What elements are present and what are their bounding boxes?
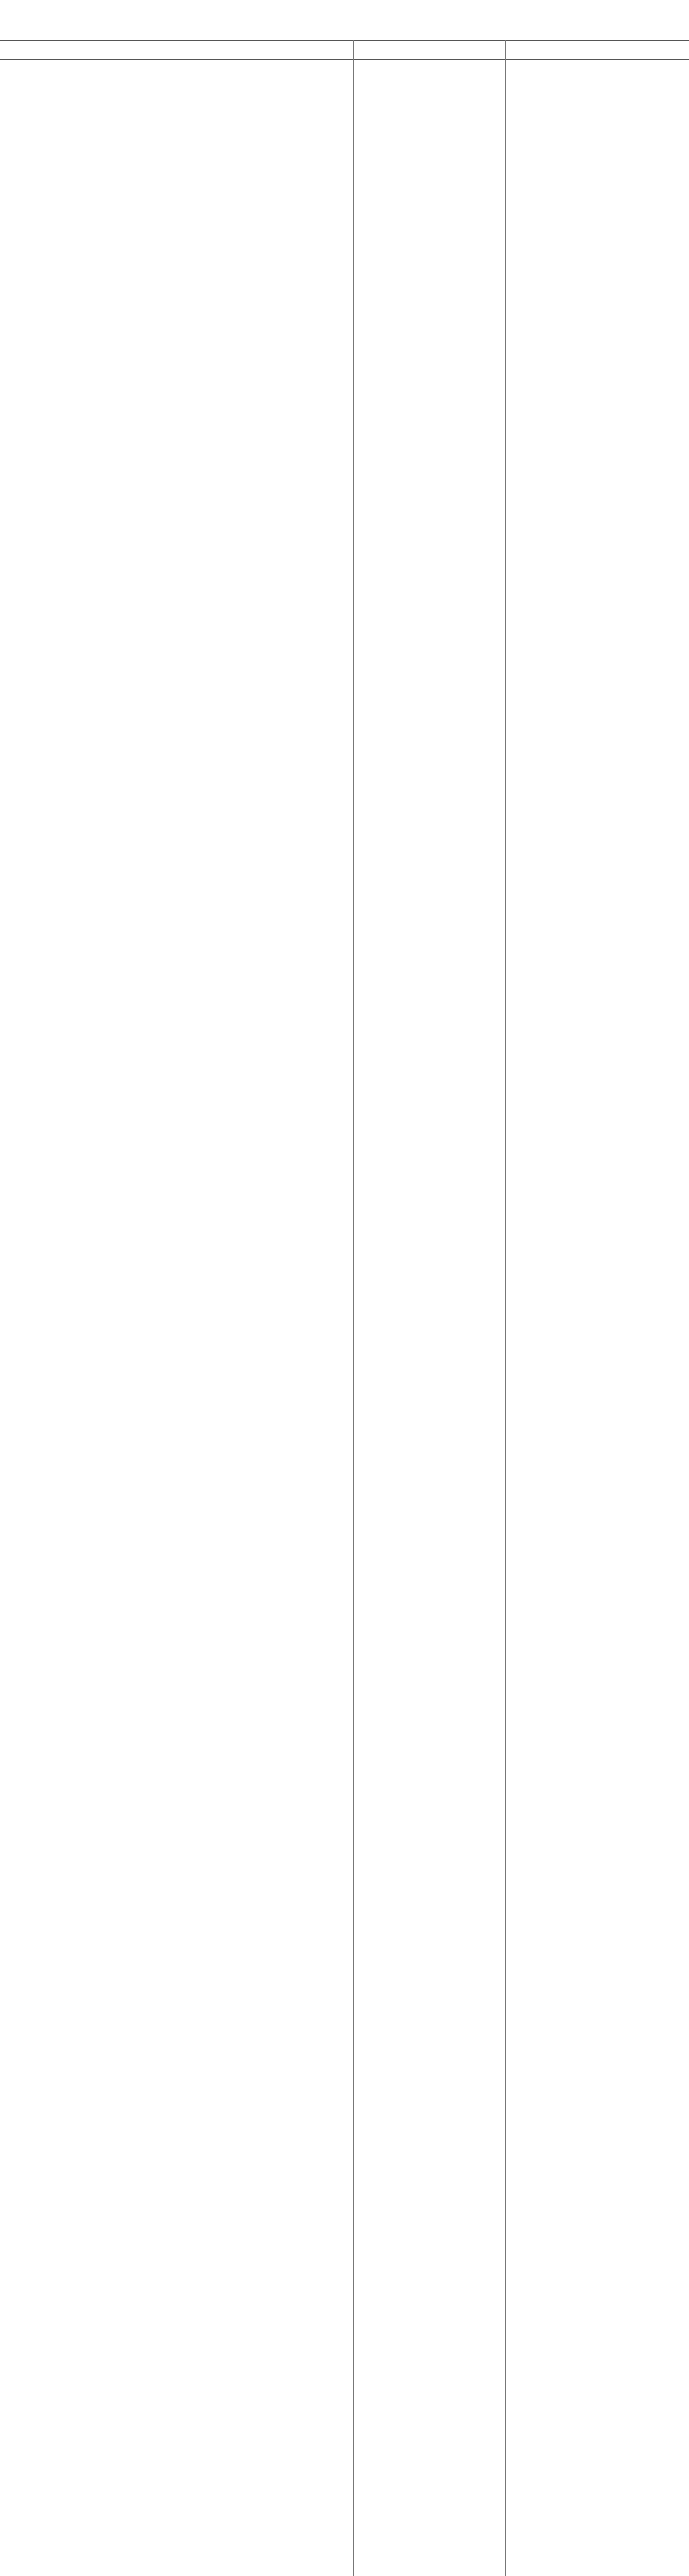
column-divider bbox=[353, 40, 354, 2576]
table-header bbox=[0, 40, 689, 60]
header-company bbox=[0, 41, 181, 59]
header-education bbox=[505, 41, 599, 59]
header-salary bbox=[599, 41, 689, 59]
header-headcount bbox=[280, 41, 353, 59]
header-location bbox=[353, 41, 505, 59]
column-divider bbox=[505, 40, 506, 2576]
page-title bbox=[0, 0, 689, 40]
header-position bbox=[181, 41, 280, 59]
